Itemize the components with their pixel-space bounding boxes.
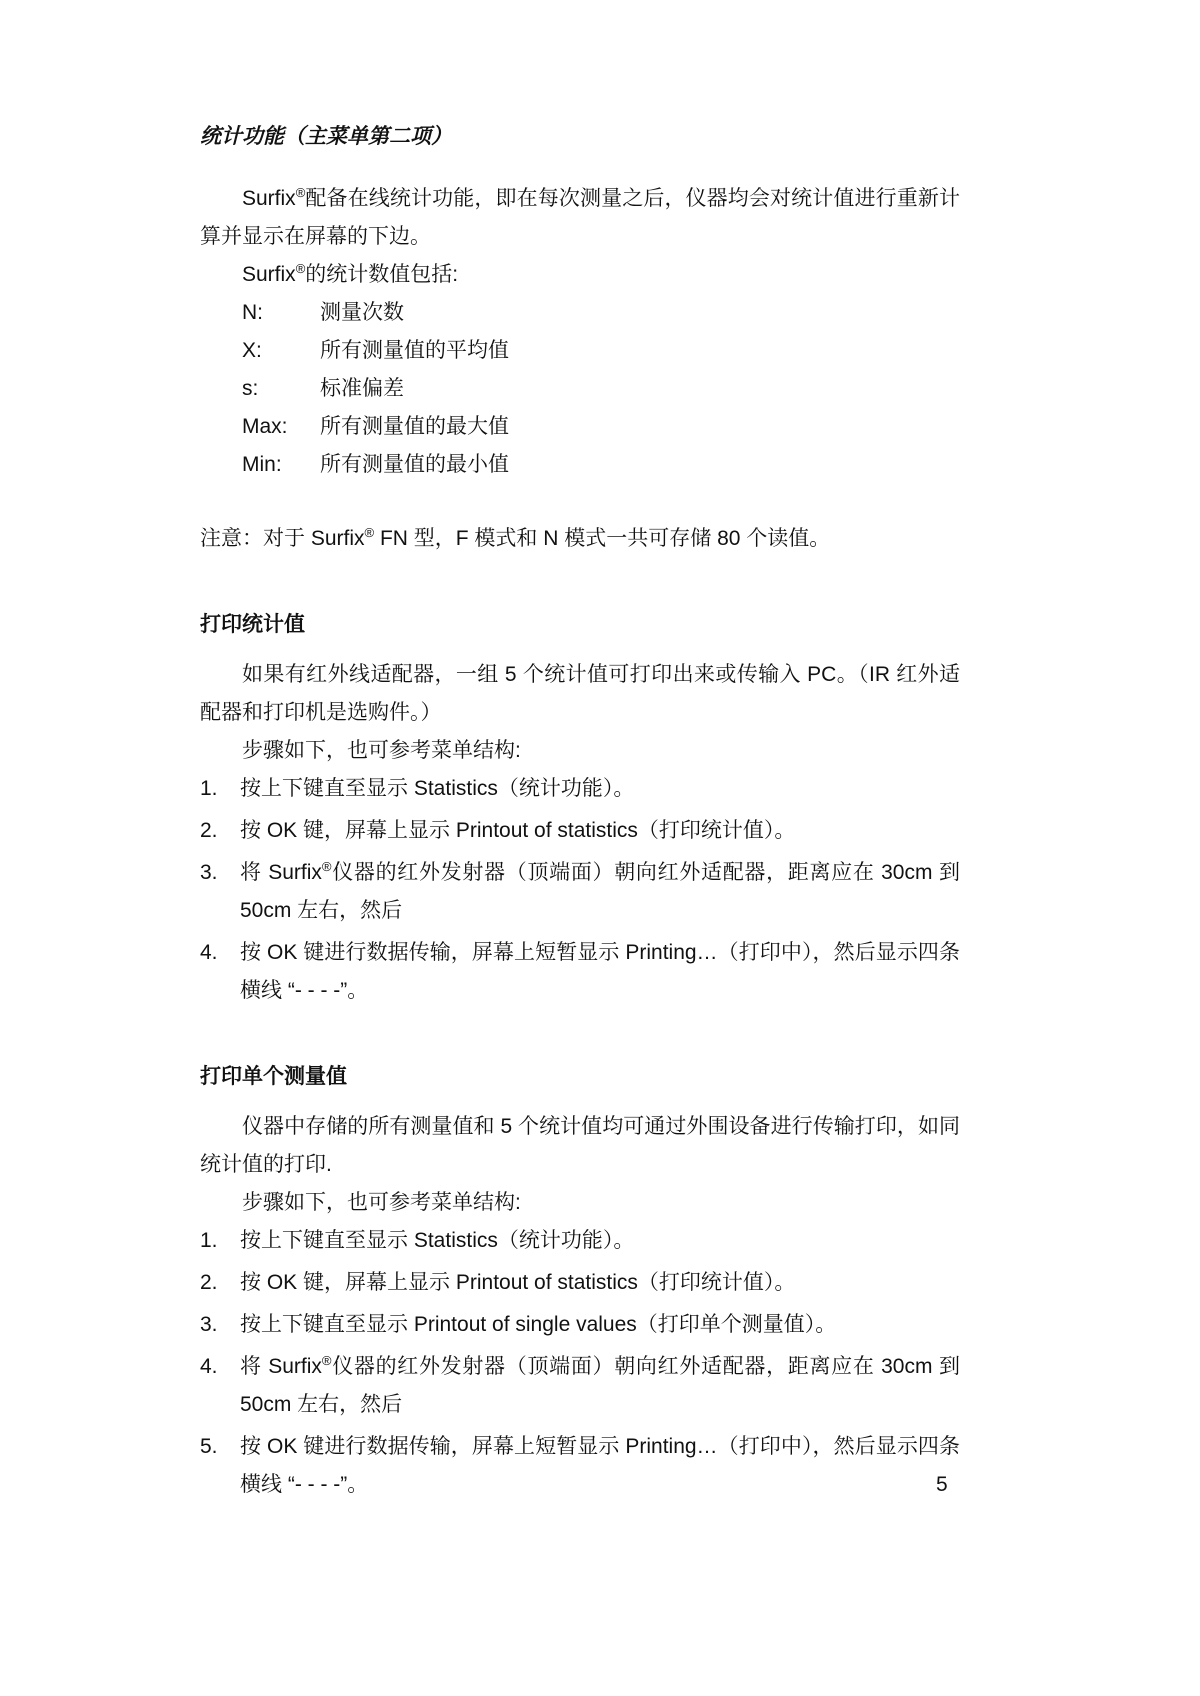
step-text xyxy=(240,1348,960,1424)
step-text: 按 OK 键进行数据传输，屏幕上短暂显示 Printing…（打印中），然后显示四条横线 “- - - -”。 xyxy=(240,941,960,1002)
stat-key: s: xyxy=(242,377,259,400)
text-run: 的统计数值包括: xyxy=(305,263,459,286)
stat-value: 所有测量值的平均值 xyxy=(320,339,509,362)
text-run: 注意：对于 Surfix xyxy=(200,527,365,550)
stat-key: N: xyxy=(242,301,263,324)
stat-key: Min: xyxy=(242,453,282,476)
step-number: 4. xyxy=(200,941,218,964)
stat-key: X: xyxy=(242,339,262,362)
step-text: 按 OK 键进行数据传输，屏幕上短暂显示 Printing…（打印中），然后显示四条横线 “- - - -”。 xyxy=(240,1435,960,1496)
step-item xyxy=(200,770,960,808)
section-heading-print-single-values: 打印单个测量值 xyxy=(200,1065,347,1088)
step-text: 按上下键直至显示 Statistics（统计功能）。 xyxy=(240,777,635,800)
stat-value: 标准偏差 xyxy=(320,377,404,400)
text-run: 配备在线统计功能，即在每次测量之后，仪器均会对统计值进行重新计算并显示在屏幕的下边。 xyxy=(200,187,960,248)
step-item xyxy=(200,1348,960,1424)
text-run: Surfix xyxy=(242,187,296,210)
step-item xyxy=(200,812,960,850)
registered-trademark-symbol: ® xyxy=(321,859,332,874)
stat-row xyxy=(200,370,960,408)
paragraph-statistics-intro xyxy=(200,180,960,256)
registered-trademark-symbol: ® xyxy=(364,525,375,540)
paragraph-stats-list-intro xyxy=(200,256,960,294)
stat-value: 测量次数 xyxy=(320,301,404,324)
text-run: 仪器的红外发射器（顶端面）朝向红外适配器，距离应在 30cm 到 50cm 左右，然后 xyxy=(240,1355,960,1416)
text-run: FN 型，F 模式和 N 模式一共可存储 80 个读值。 xyxy=(374,527,831,550)
text-run: 将 Surfix xyxy=(240,1355,322,1378)
stat-row xyxy=(200,408,960,446)
page-number: 5 xyxy=(936,1473,948,1496)
paragraph-steps-intro: 步骤如下，也可参考菜单结构: xyxy=(242,1191,521,1214)
step-number: 2. xyxy=(200,1271,218,1294)
stat-row xyxy=(200,446,960,484)
step-number: 3. xyxy=(200,861,218,884)
step-number: 1. xyxy=(200,777,218,800)
section-heading-statistics: 统计功能（主菜单第二项） xyxy=(200,125,452,148)
statistics-definition-list xyxy=(200,294,960,484)
step-number: 3. xyxy=(200,1313,218,1336)
stat-value: 所有测量值的最大值 xyxy=(320,415,509,438)
step-item xyxy=(200,1428,960,1504)
paragraph-steps-intro: 步骤如下，也可参考菜单结构: xyxy=(242,739,521,762)
stat-row xyxy=(200,332,960,370)
paragraph-print-statistics-intro: 如果有红外线适配器，一组 5 个统计值可打印出来或传输入 PC。（IR 红外适配器和打印机是选购件。） xyxy=(200,663,960,724)
registered-trademark-symbol: ® xyxy=(321,1353,332,1368)
steps-list-print-statistics xyxy=(200,770,960,1010)
step-item xyxy=(200,1222,960,1260)
step-item xyxy=(200,854,960,930)
steps-list-print-single-values xyxy=(200,1222,960,1504)
step-item xyxy=(200,1264,960,1302)
registered-trademark-symbol: ® xyxy=(295,185,306,200)
step-text xyxy=(240,854,960,930)
step-number: 1. xyxy=(200,1229,218,1252)
step-item xyxy=(200,1306,960,1344)
step-number: 5. xyxy=(200,1435,218,1458)
text-run: Surfix xyxy=(242,263,296,286)
text-run: 仪器的红外发射器（顶端面）朝向红外适配器，距离应在 30cm 到 50cm 左右，然后 xyxy=(240,861,960,922)
note-paragraph xyxy=(200,520,960,558)
paragraph-print-single-intro: 仪器中存储的所有测量值和 5 个统计值均可通过外围设备进行传输打印，如同统计值的打印. xyxy=(200,1115,960,1176)
stat-value: 所有测量值的最小值 xyxy=(320,453,509,476)
step-text: 按 OK 键，屏幕上显示 Printout of statistics（打印统计值）。 xyxy=(240,1271,796,1294)
text-run: 将 Surfix xyxy=(240,861,322,884)
stat-key: Max: xyxy=(242,415,288,438)
section-heading-print-statistics: 打印统计值 xyxy=(200,613,305,636)
step-text: 按上下键直至显示 Statistics（统计功能）。 xyxy=(240,1229,635,1252)
step-number: 2. xyxy=(200,819,218,842)
step-text: 按上下键直至显示 Printout of single values（打印单个测量值）。 xyxy=(240,1313,837,1336)
stat-row xyxy=(200,294,960,332)
registered-trademark-symbol: ® xyxy=(295,261,306,276)
step-number: 4. xyxy=(200,1355,218,1378)
step-text: 按 OK 键，屏幕上显示 Printout of statistics（打印统计值）。 xyxy=(240,819,796,842)
step-item xyxy=(200,934,960,1010)
